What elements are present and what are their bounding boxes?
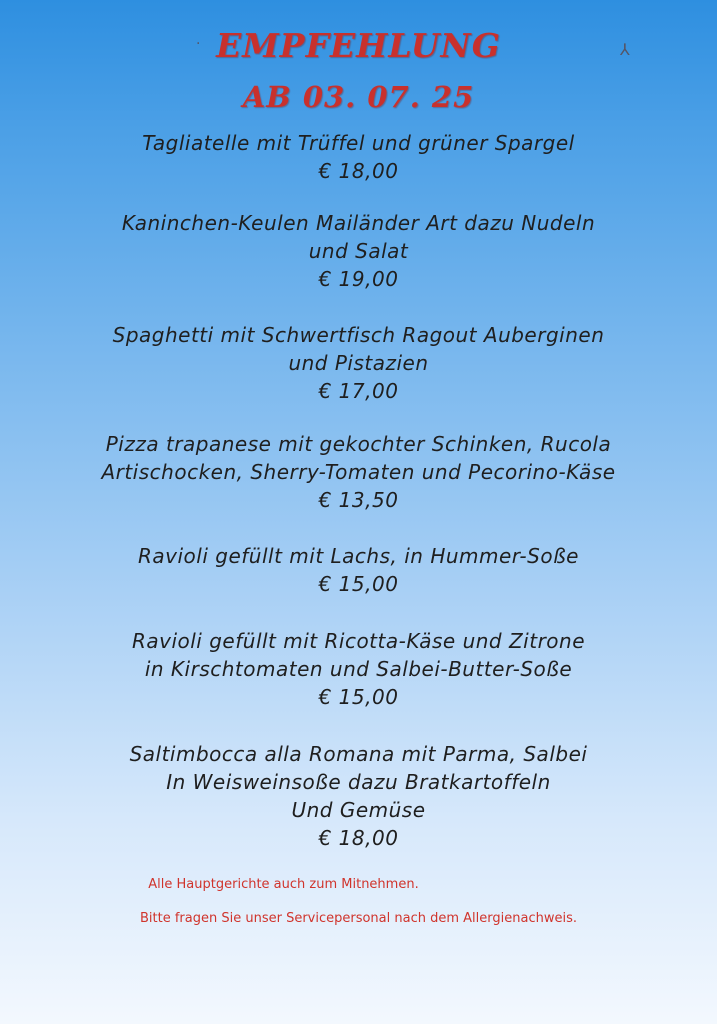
dish-item [0,542,717,598]
dish-name: In Weisweinsoße dazu Bratkartoffeln [166,770,551,794]
dish-price: € 19,00 [318,267,399,291]
dish-item [0,627,717,711]
dish-price: € 13,50 [318,488,399,512]
dish-name: Ravioli gefüllt mit Ricotta-Käse und Zitrone [131,629,586,653]
dish-name: Kaninchen-Keulen Mailänder Art dazu Nudeln [121,211,596,235]
allergy-note: Bitte fragen Sie unser Servicepersonal nach dem Allergienachweis. [139,911,577,926]
dish-item [0,430,717,514]
takeaway-note: Alle Hauptgerichte auch zum Mitnehmen. [148,877,419,892]
dish-name: Ravioli gefüllt mit Lachs, in Hummer-Soße [138,544,579,568]
dish-price: € 18,00 [318,159,399,183]
dish-name: Saltimbocca alla Romana mit Parma, Salbei [129,742,588,766]
dish-price: € 15,00 [318,572,399,596]
dish-name: in Kirschtomaten und Salbei-Butter-Soße [144,657,573,681]
dish-name: Tagliatelle mit Trüffel und grüner Spargel [142,131,575,155]
dish-name: Spaghetti mit Schwertfisch Ragout Auberginen [112,323,605,347]
dish-item [0,740,717,852]
dish-name: Und Gemüse [291,798,426,822]
dish-name: Pizza trapanese mit gekochter Schinken, Rucola [105,432,612,456]
dish-name: und Pistazien [288,351,429,375]
speck-mark: ⅄ [620,40,630,59]
dish-item [0,209,717,293]
speck-mark: · [196,36,201,52]
dish-name: und Salat [308,239,409,263]
dish-price: € 15,00 [318,685,399,709]
dish-item [0,321,717,405]
dish-price: € 17,00 [318,379,399,403]
dish-item [0,129,717,185]
menu-date: AB 03. 07. 25 [242,80,475,114]
dish-price: € 18,00 [318,826,399,850]
dish-name: Artischocken, Sherry-Tomaten und Pecorino-Käse [101,460,616,484]
menu-title: EMPFEHLUNG [216,26,501,65]
